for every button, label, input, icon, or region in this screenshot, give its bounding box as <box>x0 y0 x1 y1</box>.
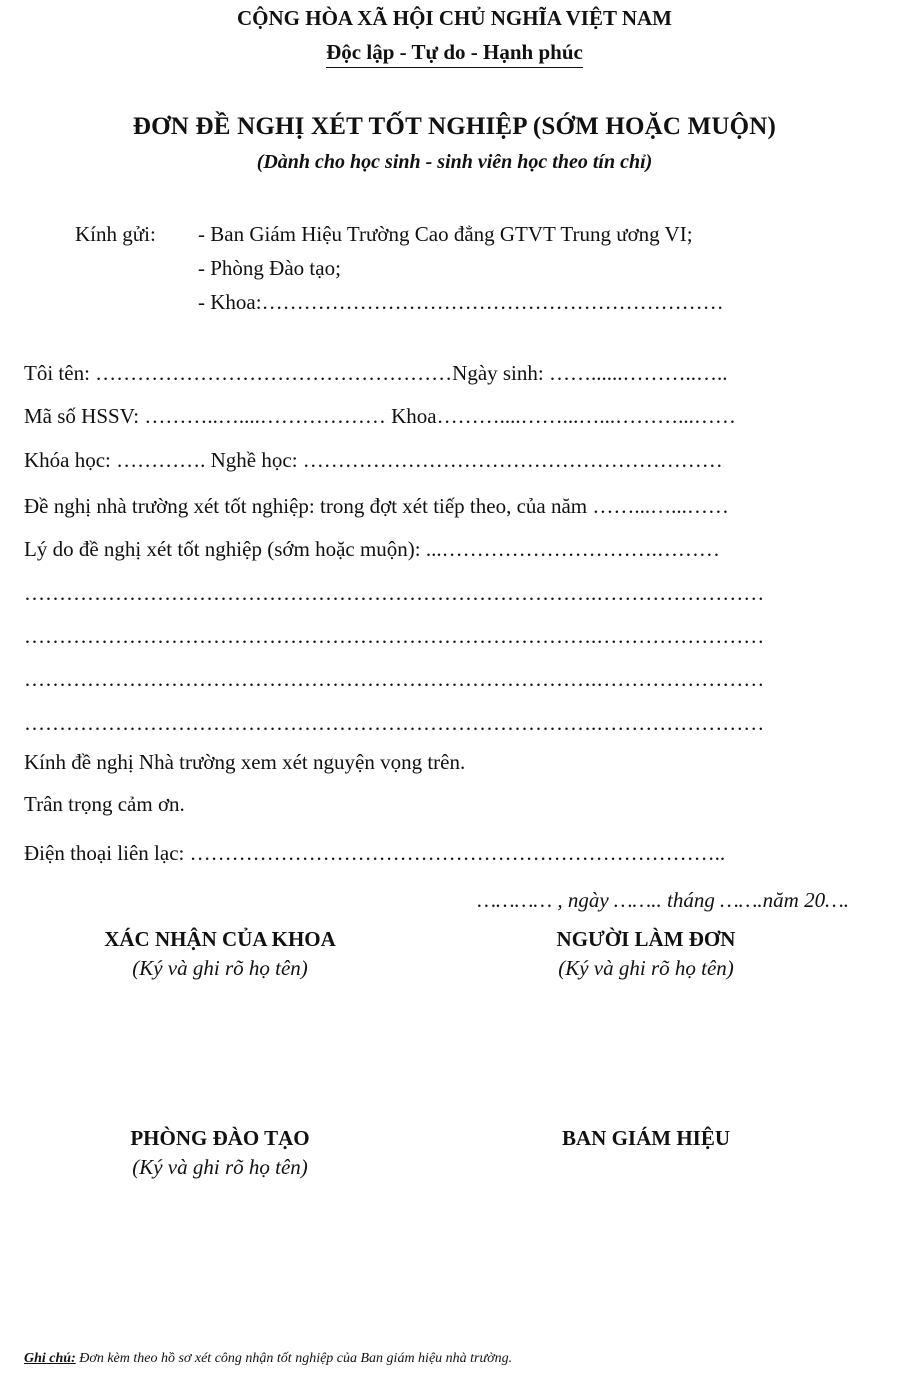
reason-field-line: Lý do đề nghị xét tốt nghiệp (sớm hoặc muộn): ...………………………….……… <box>24 537 720 561</box>
closing-request: Kính đề nghị Nhà trường xem xét nguyện vọng trên. <box>24 750 466 774</box>
training-office-title: PHÒNG ĐÀO TẠO <box>130 1126 310 1150</box>
request-field-line: Đề nghị nhà trường xét tốt nghiệp: trong đợt xét tiếp theo, của năm ……...…...…… <box>24 494 729 518</box>
form-subtitle: (Dành cho học sinh - sinh viên học theo tín chỉ) <box>256 151 653 173</box>
course-field-line: Khóa học: …………. Nghề học: …………………………………………………… <box>24 448 723 472</box>
name-field-line: Tôi tên: ……………………………………………Ngày sinh: ……......………..….. <box>24 361 728 385</box>
school-board-title: BAN GIÁM HIỆU <box>561 1126 730 1150</box>
applicant-title: NGƯỜI LÀM ĐƠN <box>556 927 736 951</box>
form-title: ĐƠN ĐỀ NGHỊ XÉT TỐT NGHIỆP (SỚM HOẶC MUỘN) <box>132 113 777 140</box>
motto-wrapper <box>0 40 909 68</box>
faculty-confirmation-title: XÁC NHẬN CỦA KHOA <box>104 927 336 951</box>
student-id-field-line: Mã số HSSV: ………..…....……………… Khoa………....……...…...………...…… <box>24 404 736 428</box>
date-line: ………… , ngày …….. tháng …….năm 20…. <box>477 888 849 912</box>
blank-line: ……………………………………………………………………….…………………… <box>24 667 765 691</box>
blank-line: ……………………………………………………………………….…………………… <box>24 711 765 735</box>
motto: Độc lập - Tự do - Hạnh phúc <box>326 40 583 68</box>
faculty-signature-note: (Ký và ghi rõ họ tên) <box>132 956 308 980</box>
footnote-label: Ghi chú: <box>24 1351 76 1366</box>
footnote-text: Đơn kèm theo hồ sơ xét công nhận tốt nghiệp của Ban giám hiệu nhà trường. <box>75 1351 513 1366</box>
closing-thanks: Trân trọng cảm ơn. <box>24 792 185 816</box>
recipients-label: Kính gửi: <box>75 222 156 246</box>
nation-header: CỘNG HÒA XÃ HỘI CHỦ NGHĨA VIỆT NAM <box>236 6 673 30</box>
blank-line: ……………………………………………………………………….…………………… <box>24 581 765 605</box>
applicant-signature-note: (Ký và ghi rõ họ tên) <box>558 956 734 980</box>
recipient-training-office: - Phòng Đào tạo; <box>198 256 341 280</box>
recipient-school-board: - Ban Giám Hiệu Trường Cao đẳng GTVT Trung ương VI; <box>198 222 693 246</box>
footnote <box>24 1351 512 1367</box>
training-office-signature-note: (Ký và ghi rõ họ tên) <box>132 1155 308 1179</box>
recipient-faculty: - Khoa:………………………………………………………… <box>198 290 724 314</box>
phone-field-line: Điện thoại liên lạc: ………………………………………………………………….. <box>24 841 726 865</box>
blank-line: ……………………………………………………………………….…………………… <box>24 624 765 648</box>
